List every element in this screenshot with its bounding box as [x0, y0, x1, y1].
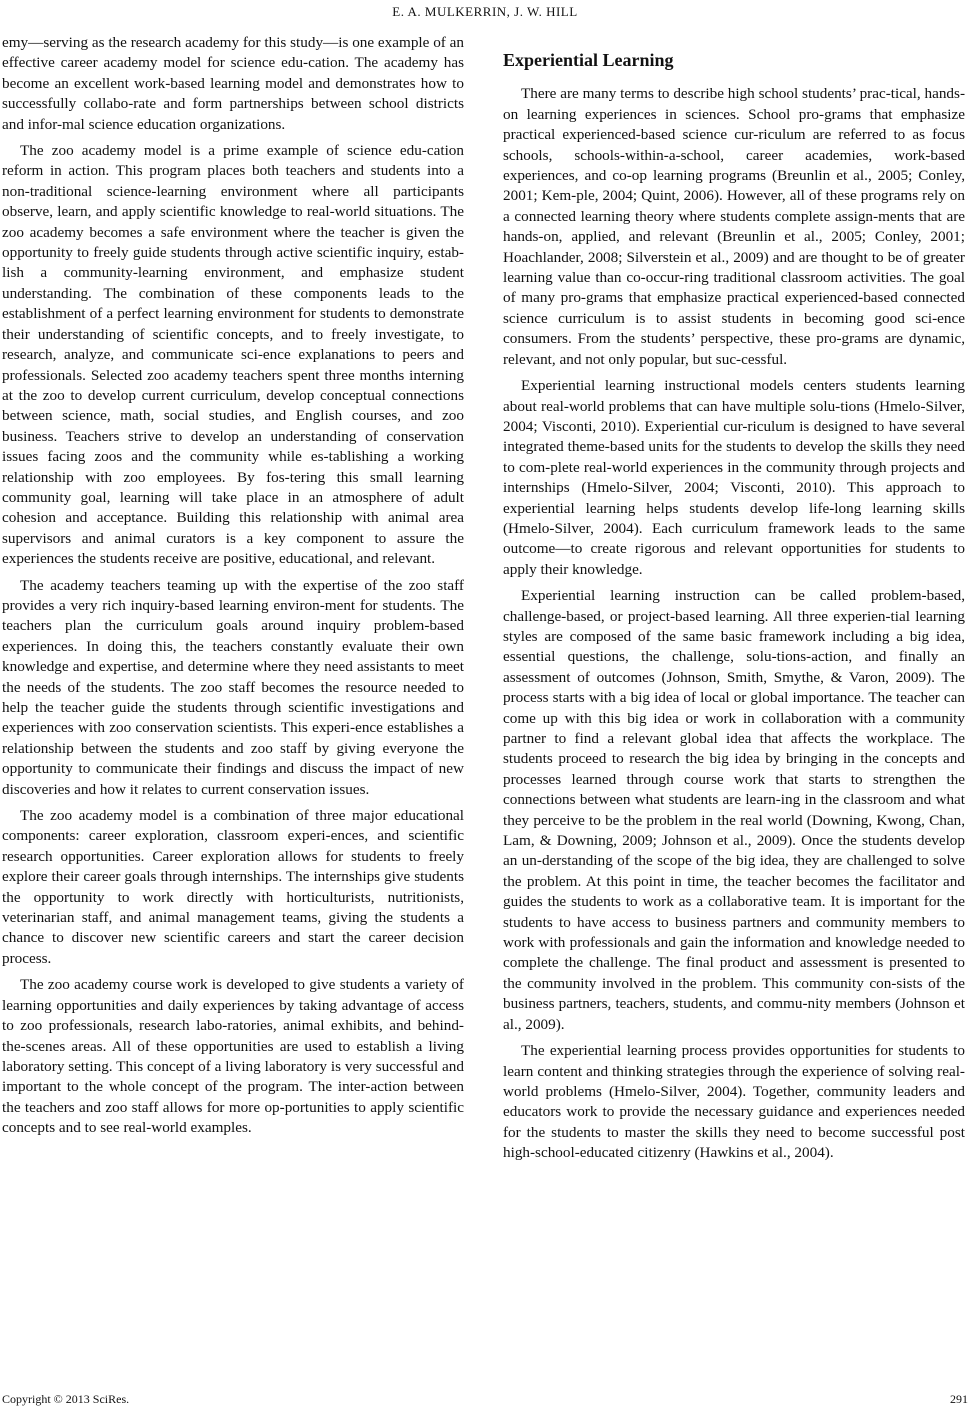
- page-number: 291: [950, 1392, 968, 1406]
- body-paragraph: The zoo academy course work is developed to give students a variety of learning opportunities and daily experiences by taking advantage of access to zoo professionals, research labo-ratories, animal exhibits, and behind-the-scenes areas. All of these opportunities are used to establish a living laboratory setting. This concept of a living laboratory is very successful and important to the whole concept of the program. The inter-action between the teachers and zoo staff allows for more op-portunities to apply scientific concepts and to see real-world examples.: [2, 976, 464, 1137]
- section-heading: Experiential Learning: [503, 50, 674, 70]
- body-paragraph: The zoo academy model is a combination of three major educational components: career exploration, classroom experi-ences, and scientific research opportunities. Career exploration allows for students to freely explore their career goals through internships. The internships give students the opportunity to work directly with horticulturists, nutritionists, veterinarian staff, and animal management teams, giving the students a chance to discover new scientific careers and start the career decision process.: [2, 807, 464, 967]
- running-head: E. A. MULKERRIN, J. W. HILL: [392, 4, 578, 19]
- body-paragraph: The zoo academy model is a prime example of science edu-cation reform in action. This program places both teachers and students into a non-traditional science-learning environment where all participants observe, learn, and apply scientific knowledge to real-world situations. The zoo academy becomes a safe environment where the teacher is given the opportunity to freely guide students through active scientific inquiry, estab-lish a community-learning environment, and emphasize student understanding. The combination of these components leads to the establishment of a perfect learning environment for students to demonstrate their understanding of scientific concepts, and to freely investigate, to research, analyze, and communicate sci-ence explanations to peers and professionals. Selected zoo academy teachers spent three months interning at the zoo to develop current curriculum, develop conceptual connections between science, math, social studies, and English courses, and zoo business. Teachers strive to develop an understanding of conservation issues facing zoos and the community while es-tablishing a working relationship with zoo employees. By fos-tering this small learning community goal, learning will take place in an atmosphere of adult cohesion and acceptance. Building this relationship with animal area supervisors and animal curators is a key component to assure the experiences the students receive are positive, educational, and relevant.: [2, 142, 464, 568]
- body-paragraph: Experiential learning instructional models centers students learning about real-world problems that can have multiple solu-tions (Hmelo-Silver, 2004; Visconti, 2010). Experiential cur-riculum is designed to have several integrated theme-based units for the students to develop the skills they need to com-plete real-world experiences in the community through projects and internships (Hmelo-Silver, 2004; Visconti, 2010). This approach to experiential learning helps students develop life-long learning skills (Hmelo-Silver, 2004). Each curriculum framework leads to the same outcome—to create rigorous and relevant opportunities for students to apply their knowledge.: [503, 377, 965, 578]
- right-column: [503, 50, 965, 1170]
- copyright-notice: Copyright © 2013 SciRes.: [2, 1392, 130, 1406]
- body-paragraph: The academy teachers teaming up with the expertise of the zoo staff provides a very rich inquiry-based learning environ-ment for students. The teachers plan the curriculum goals around inquiry problem-based experiences. In doing this, the teachers constantly evaluate their own knowledge and expertise, and determine where they need assistants to meet the needs of the students. The zoo staff becomes the resource needed to help the teacher guide the students through scientific investigations and experiences with zoo conservation scientists. This experi-ence establishes a relationship between the students and zoo staff by giving everyone the opportunity to communicate their findings and discuss the impact of new discoveries and how it relates to current conservation issues.: [2, 576, 464, 798]
- body-paragraph: There are many terms to describe high school students’ prac-tical, hands-on learning experiences in sciences. School pro-grams that emphasize practical experienced-based science cur-riculum are referred to as focus schools, schools-within-a-school, career academies, work-based experiences, and co-op learning programs (Breunlin et al., 2005; Conley, 2001; Kem-ple, 2004; Quint, 2006). However, all of these programs rely on a connected learning theory where students complete assign-ments that are hands-on, applied, and relevant (Breunlin et al., 2005; Conley, 2001; Hoachlander, 2008; Silverstein et al., 2009) and are thought to be of greater learning value than co-occur-ring traditional classroom activities. The goal of many pro-grams that emphasize practical experienced-based connected science curriculum is to assist students in becoming good sci-ence consumers. From the students’ perspective, these pro-grams are dynamic, relevant, and not only popular, but suc-cessful.: [503, 85, 965, 368]
- body-paragraph: The experiential learning process provides opportunities for students to learn content and thinking strategies through the experience of solving real-world problems (Hmelo-Silver, 2004). Together, community leaders and educators work to provide the necessary guidance and experiences needed for the students to master the skills they need to become successful post high-school-educated citizenry (Hawkins et al., 2004).: [503, 1042, 965, 1162]
- body-paragraph: emy—serving as the research academy for this study—is one example of an effective career academy model for science edu-cation. The academy has become an excellent work-based learning model and demonstrates how to successfully collabo-rate and form partnerships between school districts and infor-mal science education organizations.: [2, 34, 464, 133]
- left-column: [2, 33, 464, 1145]
- body-paragraph: Experiential learning instruction can be called problem-based, challenge-based, or project-based learning. All three experien-tial learning styles are composed of the same basic framework including a big idea, essential questions, the challenge, solu-tions-action, and finally an assessment of outcomes (Johnson, Smith, Smythe, & Varon, 2009). The process starts with a big idea of local or global importance. The teacher can come up with this big idea or work in collaboration with a community partner to find a relevant global idea that affects the workplace. The students proceed to research the big idea by bringing in the concepts and processes learned through course work that starts to strengthen the connections between what students are learn-ing in the classroom and what they perceive to be the problem in the real world (Downing, Kwong, Chan, Lam, & Downing, 2009; Johnson et al., 2009). Once the students develop an un-derstanding of the scope of the big idea, they are challenged to solve the problem. At this point in time, the teacher becomes the facilitator and guides the students to work as a collaborative team. It is important for the students to have access to business partners and community members to work with professionals and gain the information and knowledge needed to complete the challenge. The final product and assessment is presented to the community involved in the problem. This community con-sists of the business partners, teachers, students, and commu-nity members (Johnson et al., 2009).: [503, 587, 965, 1033]
